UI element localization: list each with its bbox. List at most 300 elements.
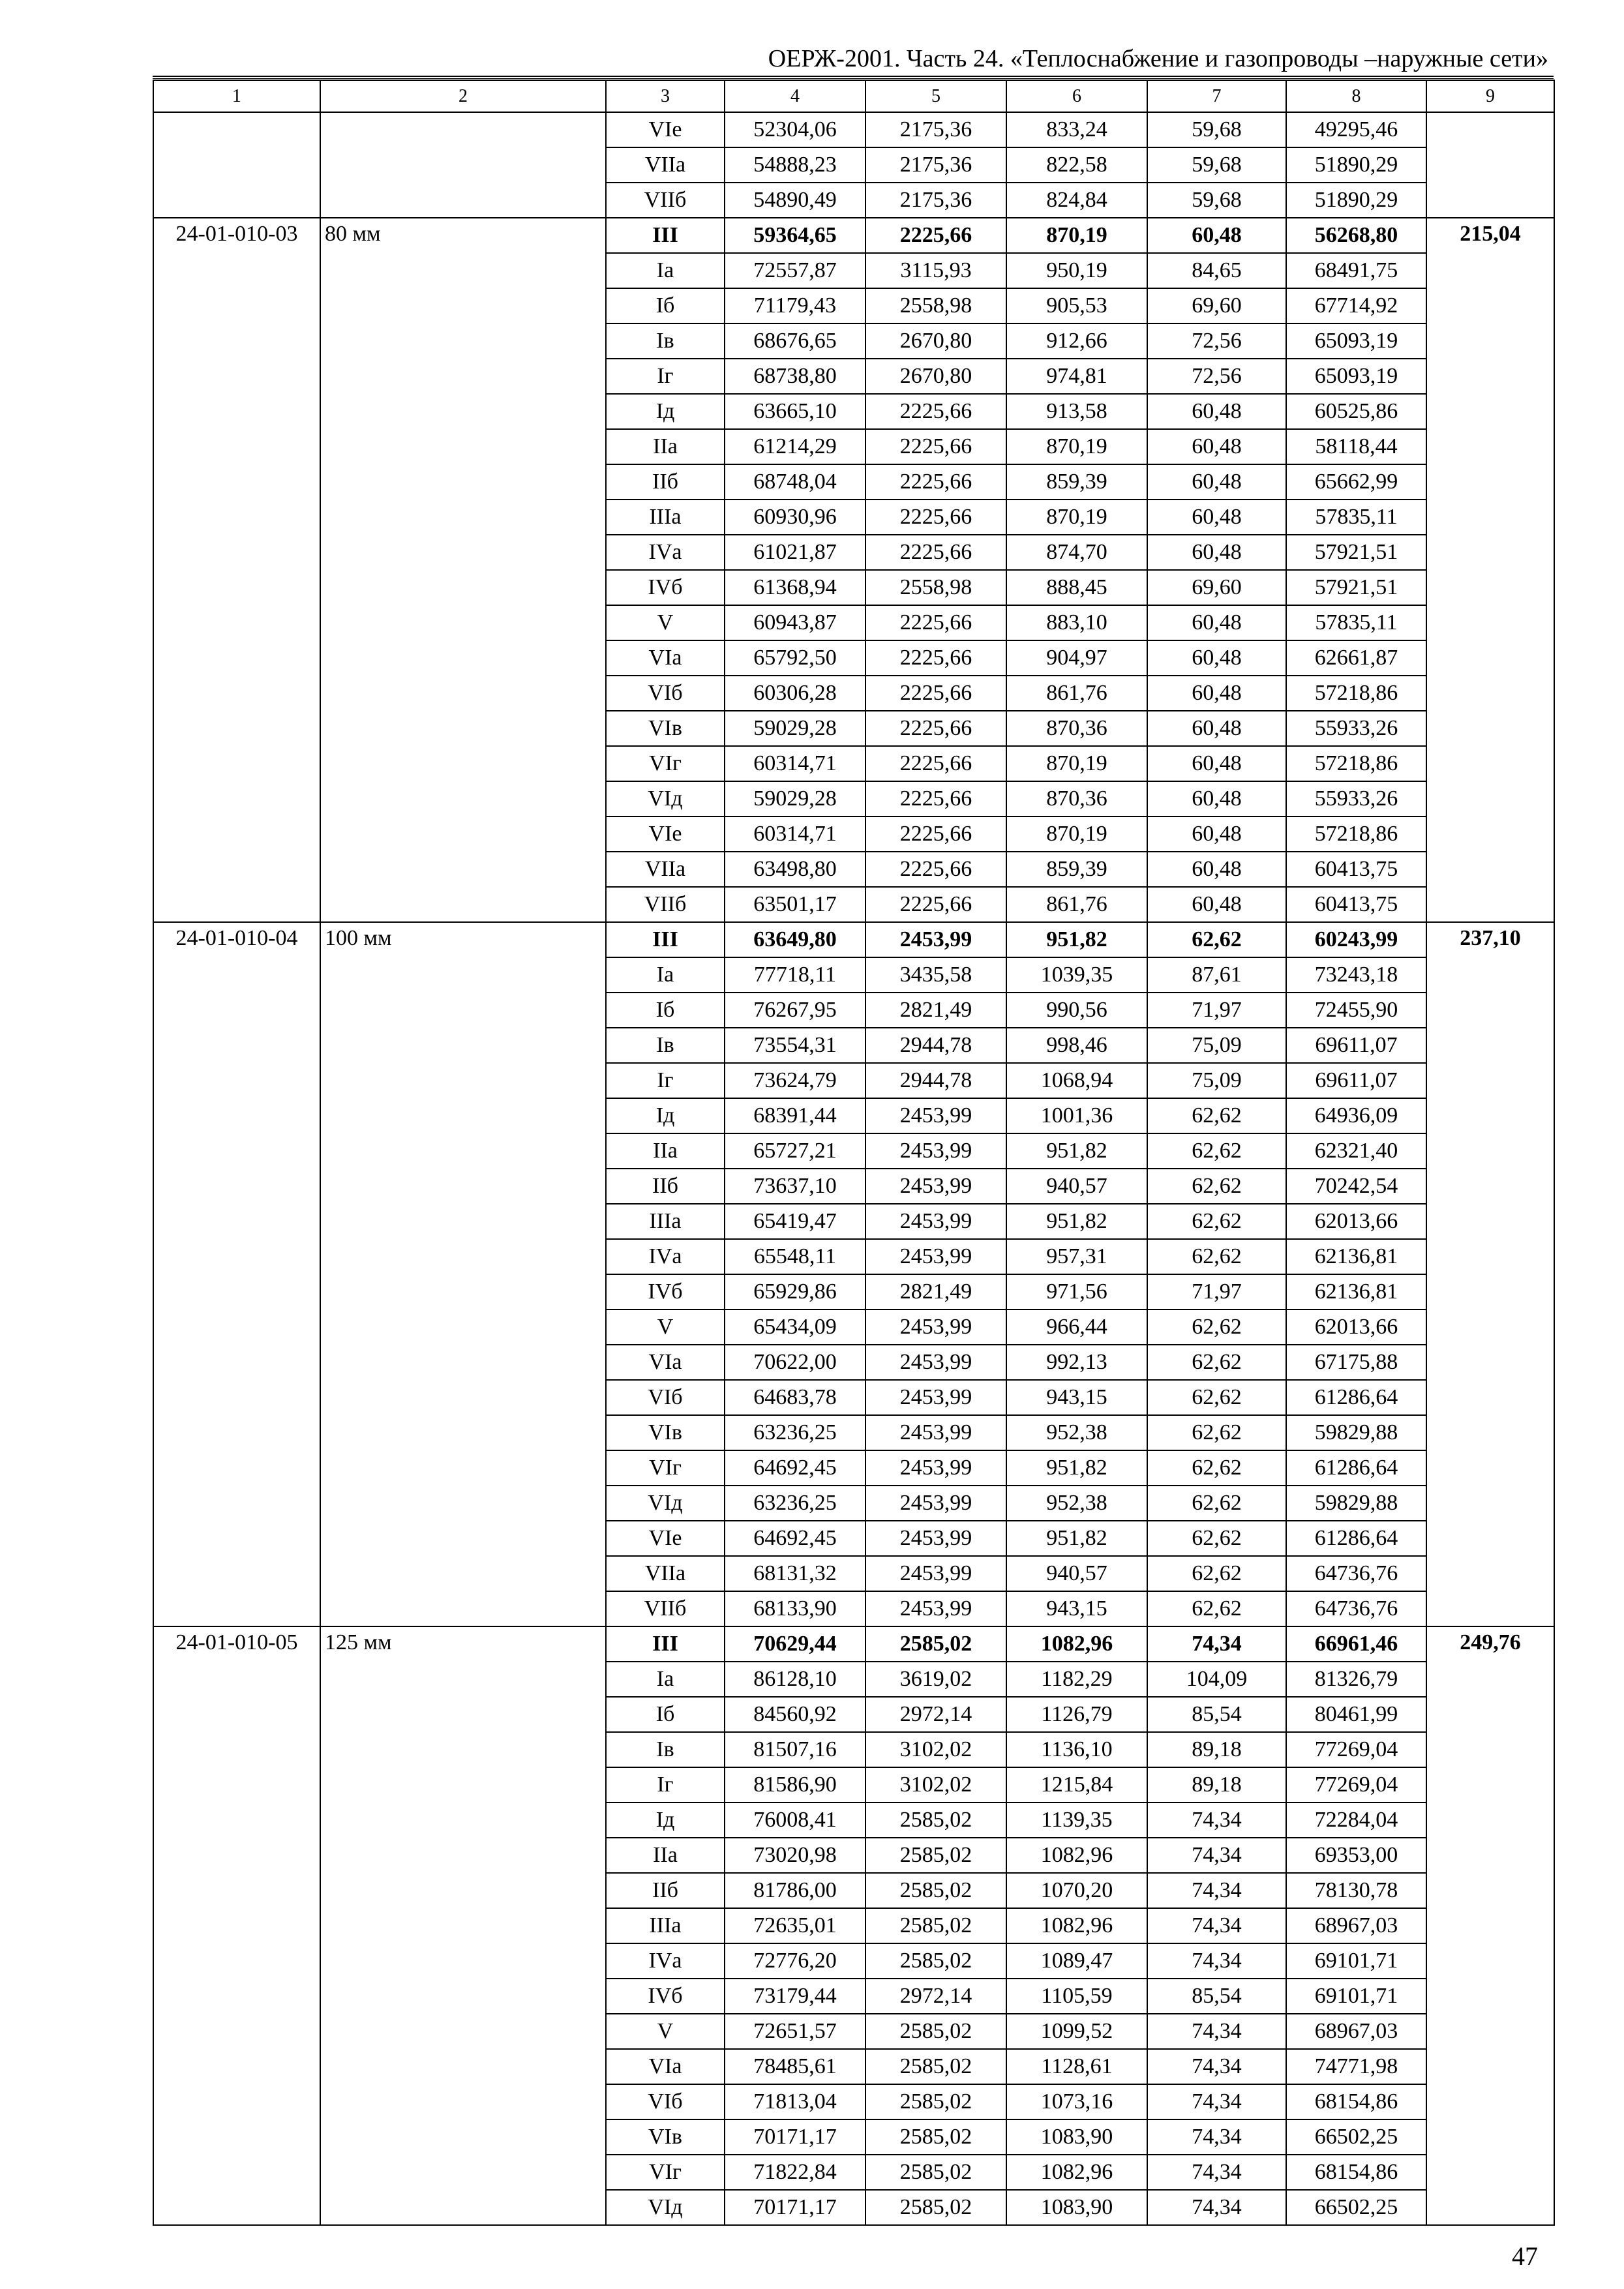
- value-cell: 70629,44: [725, 1626, 865, 1662]
- value-cell: 2175,36: [865, 183, 1006, 218]
- zone-cell: Iг: [606, 1063, 725, 1098]
- value-cell: 68967,03: [1286, 2014, 1426, 2049]
- value-cell: 81507,16: [725, 1732, 865, 1767]
- value-cell: 1082,96: [1006, 1626, 1147, 1662]
- value-cell: 62,62: [1147, 1239, 1286, 1274]
- value-cell: 76267,95: [725, 993, 865, 1028]
- value-cell: 68491,75: [1286, 253, 1426, 288]
- value-cell: 957,31: [1006, 1239, 1147, 1274]
- value-cell: 68967,03: [1286, 1908, 1426, 1943]
- value-cell: 73554,31: [725, 1028, 865, 1063]
- value-cell: 68154,86: [1286, 2084, 1426, 2119]
- value-cell: 69353,00: [1286, 1838, 1426, 1873]
- value-cell: 71,97: [1147, 1274, 1286, 1309]
- value-cell: 69101,71: [1286, 1943, 1426, 1979]
- zone-cell: VIг: [606, 1450, 725, 1486]
- zone-cell: VIд: [606, 781, 725, 816]
- value-cell: 870,19: [1006, 218, 1147, 253]
- value-cell: 2453,99: [865, 1133, 1006, 1169]
- value-cell: 1099,52: [1006, 2014, 1147, 2049]
- value-cell: 89,18: [1147, 1767, 1286, 1803]
- total-cell: 249,76: [1426, 1626, 1554, 2225]
- total-cell: 237,10: [1426, 922, 1554, 1626]
- zone-cell: Iа: [606, 253, 725, 288]
- value-cell: 2175,36: [865, 147, 1006, 183]
- value-cell: 1105,59: [1006, 1979, 1147, 2014]
- value-cell: 64692,45: [725, 1521, 865, 1556]
- value-cell: 2972,14: [865, 1979, 1006, 2014]
- value-cell: 67714,92: [1286, 288, 1426, 323]
- value-cell: 62,62: [1147, 1415, 1286, 1450]
- value-cell: 72651,57: [725, 2014, 865, 2049]
- zone-cell: VIв: [606, 1415, 725, 1450]
- zone-cell: Iг: [606, 1767, 725, 1803]
- item-name: 80 мм: [320, 218, 606, 922]
- value-cell: 2585,02: [865, 2014, 1006, 2049]
- value-cell: 63236,25: [725, 1415, 865, 1450]
- value-cell: 1068,94: [1006, 1063, 1147, 1098]
- value-cell: 59,68: [1147, 183, 1286, 218]
- value-cell: 72,56: [1147, 359, 1286, 394]
- value-cell: 943,15: [1006, 1380, 1147, 1415]
- value-cell: 974,81: [1006, 359, 1147, 394]
- running-header: [153, 37, 1554, 77]
- value-cell: 72284,04: [1286, 1803, 1426, 1838]
- zone-cell: VIIа: [606, 147, 725, 183]
- value-cell: 87,61: [1147, 957, 1286, 993]
- value-cell: 2453,99: [865, 1239, 1006, 1274]
- value-cell: 58118,44: [1286, 429, 1426, 464]
- value-cell: 68133,90: [725, 1591, 865, 1626]
- page-number: 47: [1512, 2241, 1538, 2271]
- zone-cell: VIе: [606, 112, 725, 147]
- value-cell: 2585,02: [865, 1943, 1006, 1979]
- column-number: 9: [1426, 80, 1554, 112]
- value-cell: 61021,87: [725, 535, 865, 570]
- value-cell: 64736,76: [1286, 1556, 1426, 1591]
- zone-cell: VIе: [606, 1521, 725, 1556]
- value-cell: 2453,99: [865, 1169, 1006, 1204]
- value-cell: 60,48: [1147, 816, 1286, 852]
- value-cell: 70622,00: [725, 1345, 865, 1380]
- value-cell: 2225,66: [865, 816, 1006, 852]
- value-cell: 62136,81: [1286, 1274, 1426, 1309]
- table-body: [153, 80, 1554, 2225]
- value-cell: 60306,28: [725, 676, 865, 711]
- value-cell: 64936,09: [1286, 1098, 1426, 1133]
- value-cell: 61368,94: [725, 570, 865, 605]
- value-cell: 61214,29: [725, 429, 865, 464]
- value-cell: 859,39: [1006, 852, 1147, 887]
- value-cell: 60,48: [1147, 429, 1286, 464]
- value-cell: 84560,92: [725, 1697, 865, 1732]
- value-cell: 63665,10: [725, 394, 865, 429]
- value-cell: 943,15: [1006, 1591, 1147, 1626]
- zone-cell: V: [606, 605, 725, 640]
- value-cell: 2225,66: [865, 464, 1006, 500]
- value-cell: 2585,02: [865, 1626, 1006, 1662]
- value-cell: 59364,65: [725, 218, 865, 253]
- value-cell: 888,45: [1006, 570, 1147, 605]
- value-cell: 60943,87: [725, 605, 865, 640]
- column-number: 8: [1286, 80, 1426, 112]
- value-cell: 2972,14: [865, 1697, 1006, 1732]
- value-cell: 2453,99: [865, 1486, 1006, 1521]
- value-cell: 2558,98: [865, 288, 1006, 323]
- zone-cell: VIб: [606, 676, 725, 711]
- column-number: 4: [725, 80, 865, 112]
- value-cell: 60413,75: [1286, 852, 1426, 887]
- value-cell: 68676,65: [725, 323, 865, 359]
- value-cell: 77269,04: [1286, 1732, 1426, 1767]
- value-cell: 71,97: [1147, 993, 1286, 1028]
- value-cell: 85,54: [1147, 1697, 1286, 1732]
- value-cell: 1082,96: [1006, 1838, 1147, 1873]
- value-cell: 62,62: [1147, 1169, 1286, 1204]
- value-cell: 60,48: [1147, 746, 1286, 781]
- value-cell: 62,62: [1147, 1380, 1286, 1415]
- value-cell: 874,70: [1006, 535, 1147, 570]
- column-number: 3: [606, 80, 725, 112]
- value-cell: 65662,99: [1286, 464, 1426, 500]
- value-cell: 62,62: [1147, 1133, 1286, 1169]
- value-cell: 104,09: [1147, 1662, 1286, 1697]
- zone-cell: VIг: [606, 746, 725, 781]
- zone-cell: IIIа: [606, 1204, 725, 1239]
- zone-cell: VIв: [606, 711, 725, 746]
- value-cell: 2453,99: [865, 1521, 1006, 1556]
- value-cell: 861,76: [1006, 887, 1147, 922]
- zone-cell: Iд: [606, 394, 725, 429]
- value-cell: 2585,02: [865, 2049, 1006, 2084]
- value-cell: 57218,86: [1286, 676, 1426, 711]
- value-cell: 69101,71: [1286, 1979, 1426, 2014]
- zone-cell: IVа: [606, 535, 725, 570]
- value-cell: 2585,02: [865, 1803, 1006, 1838]
- zone-cell: V: [606, 2014, 725, 2049]
- value-cell: 2225,66: [865, 887, 1006, 922]
- column-number-row: [153, 80, 1554, 112]
- value-cell: 3102,02: [865, 1732, 1006, 1767]
- value-cell: 57921,51: [1286, 570, 1426, 605]
- value-cell: 2821,49: [865, 1274, 1006, 1309]
- value-cell: 59,68: [1147, 112, 1286, 147]
- value-cell: 57921,51: [1286, 535, 1426, 570]
- zone-cell: Iд: [606, 1803, 725, 1838]
- value-cell: 71813,04: [725, 2084, 865, 2119]
- value-cell: 68738,80: [725, 359, 865, 394]
- zone-cell: Iб: [606, 1697, 725, 1732]
- value-cell: 2453,99: [865, 1309, 1006, 1345]
- value-cell: 2670,80: [865, 359, 1006, 394]
- column-number: 7: [1147, 80, 1286, 112]
- value-cell: 60413,75: [1286, 887, 1426, 922]
- value-cell: 59829,88: [1286, 1415, 1426, 1450]
- value-cell: 80461,99: [1286, 1697, 1426, 1732]
- value-cell: 77269,04: [1286, 1767, 1426, 1803]
- value-cell: 65093,19: [1286, 323, 1426, 359]
- value-cell: 73637,10: [725, 1169, 865, 1204]
- value-cell: 74,34: [1147, 1873, 1286, 1908]
- value-cell: 73624,79: [725, 1063, 865, 1098]
- value-cell: 990,56: [1006, 993, 1147, 1028]
- value-cell: 57218,86: [1286, 816, 1426, 852]
- value-cell: 60,48: [1147, 605, 1286, 640]
- value-cell: 59029,28: [725, 781, 865, 816]
- zone-cell: VIа: [606, 640, 725, 676]
- value-cell: 68154,86: [1286, 2155, 1426, 2190]
- value-cell: 870,19: [1006, 429, 1147, 464]
- value-cell: 65419,47: [725, 1204, 865, 1239]
- value-cell: 76008,41: [725, 1803, 865, 1838]
- zone-cell: III: [606, 218, 725, 253]
- value-cell: 75,09: [1147, 1063, 1286, 1098]
- value-cell: 57835,11: [1286, 605, 1426, 640]
- value-cell: 65727,21: [725, 1133, 865, 1169]
- value-cell: 62,62: [1147, 1098, 1286, 1133]
- value-cell: 2585,02: [865, 1873, 1006, 1908]
- value-cell: 940,57: [1006, 1556, 1147, 1591]
- value-cell: 62,62: [1147, 1486, 1286, 1521]
- value-cell: 74,34: [1147, 1943, 1286, 1979]
- column-number: 6: [1006, 80, 1147, 112]
- value-cell: 59,68: [1147, 147, 1286, 183]
- value-cell: 2175,36: [865, 112, 1006, 147]
- zone-cell: VIIб: [606, 183, 725, 218]
- value-cell: 62661,87: [1286, 640, 1426, 676]
- value-cell: 54888,23: [725, 147, 865, 183]
- item-code: 24-01-010-05: [153, 1626, 320, 2225]
- zone-cell: III: [606, 1626, 725, 1662]
- item-name: [320, 112, 606, 218]
- value-cell: 81786,00: [725, 1873, 865, 1908]
- value-cell: 1083,90: [1006, 2190, 1147, 2225]
- value-cell: 70242,54: [1286, 1169, 1426, 1204]
- value-cell: 77718,11: [725, 957, 865, 993]
- value-cell: 65929,86: [725, 1274, 865, 1309]
- value-cell: 84,65: [1147, 253, 1286, 288]
- value-cell: 62013,66: [1286, 1204, 1426, 1239]
- value-cell: 870,19: [1006, 746, 1147, 781]
- value-cell: 78130,78: [1286, 1873, 1426, 1908]
- zone-cell: IVа: [606, 1239, 725, 1274]
- value-cell: 64736,76: [1286, 1591, 1426, 1626]
- zone-cell: VIв: [606, 2119, 725, 2155]
- value-cell: 2225,66: [865, 781, 1006, 816]
- value-cell: 912,66: [1006, 323, 1147, 359]
- value-cell: 60,48: [1147, 218, 1286, 253]
- zone-cell: Iа: [606, 1662, 725, 1697]
- value-cell: 65093,19: [1286, 359, 1426, 394]
- value-cell: 2585,02: [865, 1908, 1006, 1943]
- zone-cell: IIIа: [606, 1908, 725, 1943]
- value-cell: 1039,35: [1006, 957, 1147, 993]
- value-cell: 60,48: [1147, 887, 1286, 922]
- value-cell: 1215,84: [1006, 1767, 1147, 1803]
- value-cell: 89,18: [1147, 1732, 1286, 1767]
- zone-cell: Iб: [606, 993, 725, 1028]
- zone-cell: VIг: [606, 2155, 725, 2190]
- value-cell: 63501,17: [725, 887, 865, 922]
- value-cell: 73179,44: [725, 1979, 865, 2014]
- value-cell: 60,48: [1147, 535, 1286, 570]
- value-cell: 2225,66: [865, 852, 1006, 887]
- value-cell: 2585,02: [865, 2119, 1006, 2155]
- zone-cell: Iв: [606, 1028, 725, 1063]
- zone-cell: III: [606, 922, 725, 957]
- zone-cell: V: [606, 1309, 725, 1345]
- value-cell: 72455,90: [1286, 993, 1426, 1028]
- value-cell: 68131,32: [725, 1556, 865, 1591]
- zone-cell: VIIа: [606, 1556, 725, 1591]
- zone-cell: Iв: [606, 1732, 725, 1767]
- value-cell: 2453,99: [865, 1556, 1006, 1591]
- value-cell: 870,36: [1006, 781, 1147, 816]
- value-cell: 52304,06: [725, 112, 865, 147]
- value-cell: 3115,93: [865, 253, 1006, 288]
- value-cell: 2453,99: [865, 1345, 1006, 1380]
- value-cell: 65548,11: [725, 1239, 865, 1274]
- value-cell: 2225,66: [865, 711, 1006, 746]
- zone-cell: IIа: [606, 1838, 725, 1873]
- value-cell: 66502,25: [1286, 2190, 1426, 2225]
- value-cell: 2453,99: [865, 1098, 1006, 1133]
- value-cell: 2585,02: [865, 2190, 1006, 2225]
- zone-cell: VIд: [606, 2190, 725, 2225]
- value-cell: 2453,99: [865, 1450, 1006, 1486]
- value-cell: 1139,35: [1006, 1803, 1147, 1838]
- value-cell: 1001,36: [1006, 1098, 1147, 1133]
- value-cell: 73243,18: [1286, 957, 1426, 993]
- value-cell: 1136,10: [1006, 1732, 1147, 1767]
- zone-cell: IIб: [606, 1169, 725, 1204]
- value-cell: 74,34: [1147, 2119, 1286, 2155]
- value-cell: 71822,84: [725, 2155, 865, 2190]
- value-cell: 2453,99: [865, 1591, 1006, 1626]
- value-cell: 952,38: [1006, 1415, 1147, 1450]
- value-cell: 68748,04: [725, 464, 865, 500]
- value-cell: 60,48: [1147, 394, 1286, 429]
- value-cell: 62136,81: [1286, 1239, 1426, 1274]
- value-cell: 69611,07: [1286, 1028, 1426, 1063]
- value-cell: 3619,02: [865, 1662, 1006, 1697]
- value-cell: 74,34: [1147, 1838, 1286, 1873]
- value-cell: 71179,43: [725, 288, 865, 323]
- zone-cell: VIIб: [606, 887, 725, 922]
- value-cell: 1182,29: [1006, 1662, 1147, 1697]
- value-cell: 62013,66: [1286, 1309, 1426, 1345]
- value-cell: 62,62: [1147, 1591, 1286, 1626]
- value-cell: 62,62: [1147, 1556, 1286, 1591]
- value-cell: 72557,87: [725, 253, 865, 288]
- value-cell: 2453,99: [865, 1415, 1006, 1450]
- value-cell: 951,82: [1006, 1133, 1147, 1169]
- value-cell: 51890,29: [1286, 183, 1426, 218]
- value-cell: 870,36: [1006, 711, 1147, 746]
- value-cell: 60930,96: [725, 500, 865, 535]
- value-cell: 60,48: [1147, 781, 1286, 816]
- value-cell: 1126,79: [1006, 1697, 1147, 1732]
- value-cell: 3435,58: [865, 957, 1006, 993]
- value-cell: 64683,78: [725, 1380, 865, 1415]
- table-row: [153, 1626, 1554, 1662]
- value-cell: 60,48: [1147, 464, 1286, 500]
- zone-cell: IVб: [606, 1274, 725, 1309]
- value-cell: 951,82: [1006, 1450, 1147, 1486]
- value-cell: 951,82: [1006, 1204, 1147, 1239]
- value-cell: 54890,49: [725, 183, 865, 218]
- zone-cell: VIе: [606, 816, 725, 852]
- value-cell: 2225,66: [865, 640, 1006, 676]
- value-cell: 61286,64: [1286, 1521, 1426, 1556]
- value-cell: 2225,66: [865, 218, 1006, 253]
- item-name: 100 мм: [320, 922, 606, 1626]
- value-cell: 69,60: [1147, 570, 1286, 605]
- value-cell: 74,34: [1147, 2014, 1286, 2049]
- zone-cell: Iв: [606, 323, 725, 359]
- value-cell: 51890,29: [1286, 147, 1426, 183]
- value-cell: 63649,80: [725, 922, 865, 957]
- value-cell: 64692,45: [725, 1450, 865, 1486]
- value-cell: 85,54: [1147, 1979, 1286, 2014]
- value-cell: 2944,78: [865, 1063, 1006, 1098]
- value-cell: 57218,86: [1286, 746, 1426, 781]
- value-cell: 2558,98: [865, 570, 1006, 605]
- value-cell: 60,48: [1147, 676, 1286, 711]
- item-code: [153, 112, 320, 218]
- zone-cell: IIб: [606, 464, 725, 500]
- zone-cell: Iб: [606, 288, 725, 323]
- value-cell: 59829,88: [1286, 1486, 1426, 1521]
- value-cell: 913,58: [1006, 394, 1147, 429]
- value-cell: 950,19: [1006, 253, 1147, 288]
- value-cell: 70171,17: [725, 2190, 865, 2225]
- value-cell: 67175,88: [1286, 1345, 1426, 1380]
- value-cell: 951,82: [1006, 1521, 1147, 1556]
- value-cell: 74,34: [1147, 2084, 1286, 2119]
- value-cell: 60314,71: [725, 816, 865, 852]
- value-cell: 992,13: [1006, 1345, 1147, 1380]
- value-cell: 1128,61: [1006, 2049, 1147, 2084]
- value-cell: 62321,40: [1286, 1133, 1426, 1169]
- table-row: [153, 218, 1554, 253]
- value-cell: 69611,07: [1286, 1063, 1426, 1098]
- value-cell: 2585,02: [865, 2084, 1006, 2119]
- column-number: 2: [320, 80, 606, 112]
- zone-cell: Iг: [606, 359, 725, 394]
- zone-cell: VIд: [606, 1486, 725, 1521]
- value-cell: 1089,47: [1006, 1943, 1147, 1979]
- value-cell: 1083,90: [1006, 2119, 1147, 2155]
- value-cell: 55933,26: [1286, 711, 1426, 746]
- value-cell: 859,39: [1006, 464, 1147, 500]
- zone-cell: VIб: [606, 2084, 725, 2119]
- value-cell: 62,62: [1147, 1204, 1286, 1239]
- value-cell: 62,62: [1147, 1345, 1286, 1380]
- value-cell: 2225,66: [865, 676, 1006, 711]
- item-code: 24-01-010-03: [153, 218, 320, 922]
- zone-cell: VIIб: [606, 1591, 725, 1626]
- value-cell: 60525,86: [1286, 394, 1426, 429]
- value-cell: 74,34: [1147, 2190, 1286, 2225]
- value-cell: 72635,01: [725, 1908, 865, 1943]
- zone-cell: Iд: [606, 1098, 725, 1133]
- value-cell: 2585,02: [865, 1838, 1006, 1873]
- value-cell: 69,60: [1147, 288, 1286, 323]
- value-cell: 2225,66: [865, 394, 1006, 429]
- value-cell: 62,62: [1147, 1309, 1286, 1345]
- rates-table: [153, 80, 1555, 2226]
